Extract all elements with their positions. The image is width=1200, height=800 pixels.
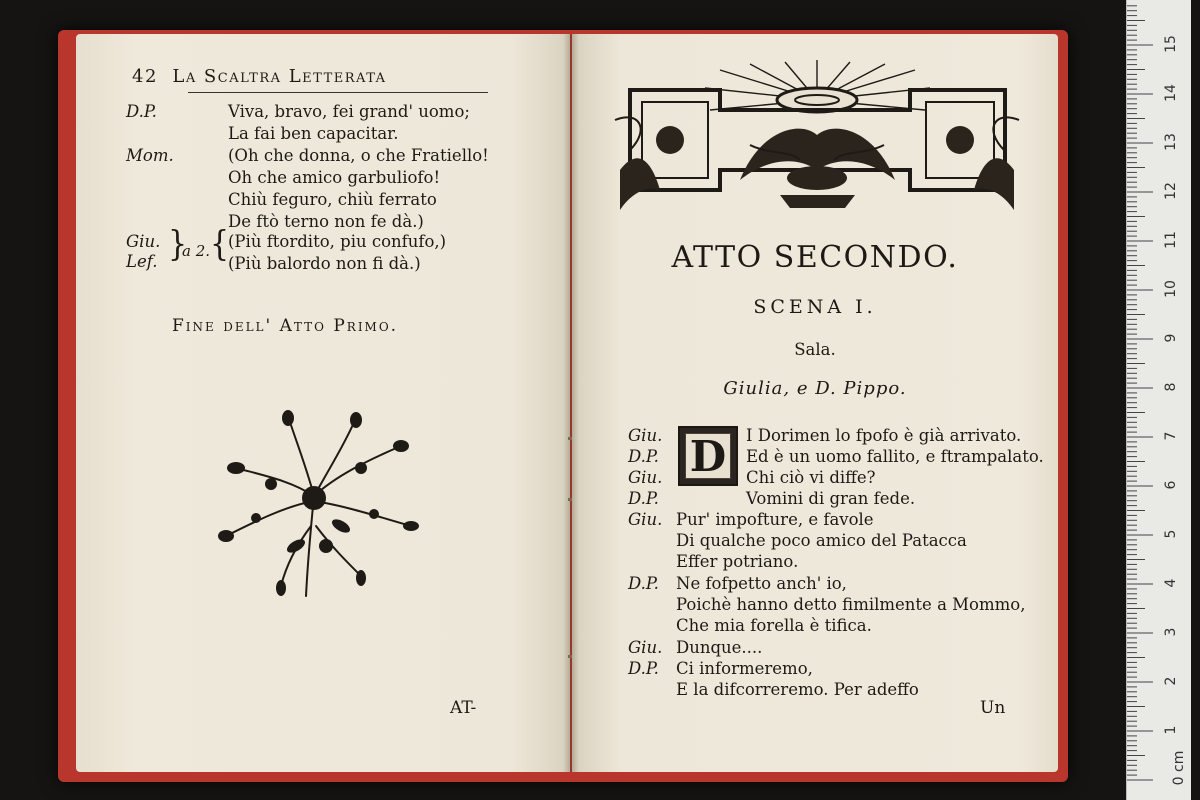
verse-line: Oh che amico garbuliofo! [228, 168, 441, 187]
scene-characters: Giulia, e D. Pippo. [723, 378, 907, 399]
ruler-label: 1 [1163, 725, 1179, 735]
binding-thread [568, 655, 572, 658]
verse-line: Chi ciò vi diffe? [746, 468, 876, 487]
page-number: 42 [132, 66, 158, 87]
verse-line: La fai ben capacitar. [228, 124, 399, 143]
verse-line: Dunque.... [676, 638, 763, 657]
verse-line: Pur' impofture, e favole [676, 510, 874, 529]
speaker-label: Giu. [628, 468, 663, 487]
act-title: ATTO SECONDO. [671, 240, 959, 275]
speaker-label: D.P. [628, 659, 659, 678]
ruler-label: 7 [1163, 431, 1179, 441]
speaker-label: Giu. [126, 232, 161, 251]
verse-line: Vomini di gran fede. [746, 489, 916, 508]
ruler-label: 4 [1163, 578, 1179, 588]
catchword-right: Un [980, 698, 1006, 718]
verse-line: Che mia forella è tifica. [676, 616, 872, 635]
speaker-label: D.P. [126, 102, 157, 121]
scene-setting: Sala. [794, 340, 836, 359]
scene-title: SCENA I. [753, 296, 877, 318]
speaker-label: D.P. [628, 489, 659, 508]
verse-line: Ne fofpetto anch' io, [676, 574, 847, 593]
verse-line: Effer potriano. [676, 552, 799, 571]
ruler-label: 8 [1163, 382, 1179, 392]
verse-line: Viva, bravo, fei grand' uomo; [228, 102, 470, 121]
ruler-ticks [1127, 0, 1191, 800]
verse-line: Poichè hanno detto fimilmente a Mommo, [676, 595, 1026, 614]
ruler-zero-label: 0 cm [1171, 750, 1187, 786]
verse-line: De ftò terno non fe dà.) [228, 212, 424, 231]
speaker-label: Giu. [628, 510, 663, 529]
brace-right: { [210, 224, 230, 265]
drop-cap [678, 426, 738, 486]
binding-thread [568, 498, 572, 501]
book-gutter [563, 34, 579, 772]
speaker-label: Giu. [628, 426, 663, 445]
ruler-label: 2 [1163, 676, 1179, 686]
ruler-label: 13 [1163, 133, 1179, 151]
running-title: La Scaltra Letterata [172, 66, 387, 87]
binding-thread [568, 437, 572, 440]
a2-label: a 2. [182, 242, 211, 260]
ruler-label: 14 [1163, 84, 1179, 102]
verse-line: I Dorimen lo fpofo è già arrivato. [746, 426, 1022, 445]
speaker-label: D.P. [628, 447, 659, 466]
ruler-label: 12 [1163, 182, 1179, 200]
speaker-label: Mom. [126, 146, 174, 165]
floral-ornament-icon [196, 406, 436, 606]
verse-line: Ci informeremo, [676, 659, 813, 678]
verse-line: Chiù feguro, chiù ferrato [228, 190, 437, 209]
verse-line: (Più balordo non fi dà.) [228, 254, 421, 273]
verse-line: (Più ftordito, piu confufo,) [228, 232, 447, 251]
ruler-label: 10 [1163, 280, 1179, 298]
brace-left: } [168, 224, 188, 265]
right-page [572, 34, 1058, 772]
verse-line: Ed è un uomo fallito, e ftrampalato. [746, 447, 1044, 466]
ruler-label: 11 [1163, 231, 1179, 249]
catchword-left: AT- [450, 698, 477, 718]
left-page [76, 34, 570, 772]
ruler-label: 6 [1163, 480, 1179, 490]
ruler-label: 15 [1163, 35, 1179, 53]
verse-line: Di qualche poco amico del Patacca [676, 531, 967, 550]
drop-cap-letter: D [685, 433, 731, 479]
headpiece-ornament-icon [610, 60, 1024, 210]
verse-line: E la difcorreremo. Per adeffo [676, 680, 919, 699]
running-head-rule [188, 92, 488, 93]
ruler-label: 5 [1163, 529, 1179, 539]
speaker-label: D.P. [628, 574, 659, 593]
measuring-ruler [1126, 0, 1191, 800]
running-head [132, 66, 387, 87]
ruler-label: 3 [1163, 627, 1179, 637]
speaker-label: Lef. [126, 252, 158, 271]
ruler-label: 9 [1163, 333, 1179, 343]
fine-dell-atto: Fine dell' Atto Primo. [172, 316, 399, 336]
speaker-label: Giu. [628, 638, 663, 657]
verse-line: (Oh che donna, o che Fratiello! [228, 146, 489, 165]
